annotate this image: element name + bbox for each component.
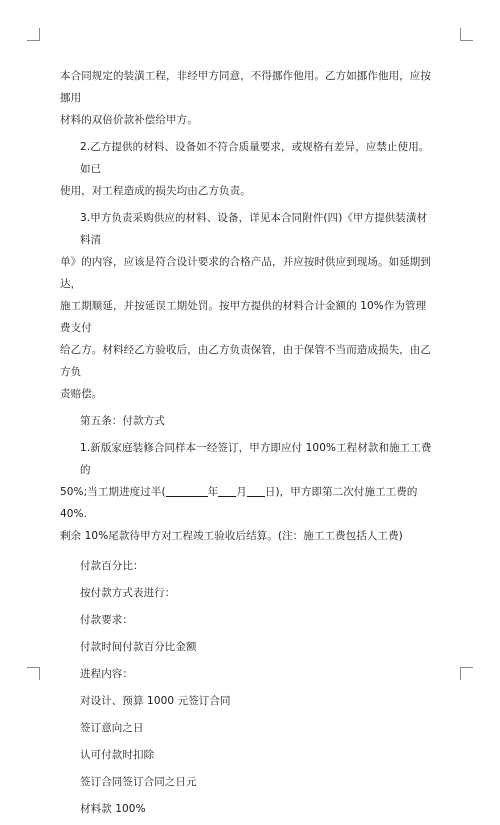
paragraph-line: 3.甲方负责采购供应的材料、设备，详见本合同附件(四)《甲方提供装潢材料清 xyxy=(80,212,428,246)
document-body xyxy=(60,65,434,825)
crop-mark-top-right xyxy=(460,28,473,41)
list-item: 付款要求： xyxy=(80,614,133,626)
crop-mark-bottom-left xyxy=(27,667,40,680)
text-segment: 50%;当工期进度过半( xyxy=(60,486,166,498)
section-heading: 第五条：付款方式 xyxy=(80,415,165,427)
list-item: 进程内容： xyxy=(80,668,133,680)
list-item: 材料款 100% xyxy=(80,803,146,815)
paragraph-line: 责赔偿。 xyxy=(60,388,103,400)
list-item: 付款百分比： xyxy=(80,560,144,572)
paragraph-line: 1.新版家庭装修合同样本一经签订，甲方即应付 100%工程材款和施工工费的 xyxy=(80,442,432,476)
crop-mark-top-left xyxy=(27,28,40,41)
paragraph-line: 材料的双倍价款补偿给甲方。 xyxy=(60,114,198,126)
blank-line-year xyxy=(166,484,208,497)
list-item: 按付款方式表进行： xyxy=(80,587,176,599)
list-item: 签订意向之日 xyxy=(80,722,144,734)
text-segment: 日)，甲方即第二次付施工工费的 40%. xyxy=(60,486,418,520)
blank-line-day xyxy=(247,484,265,497)
paragraph-line-with-blanks xyxy=(60,481,434,525)
paragraph-line: 剩余 10%尾款待甲方对工程竣工验收后结算。(注：施工工费包括人工费) xyxy=(60,530,403,542)
list-item: 签订合同签订合同之日元 xyxy=(80,776,197,788)
list-item: 付款时间付款百分比金额 xyxy=(80,641,197,653)
text-segment: 年 xyxy=(207,486,219,498)
list-item: 对设计、预算 1000 元签订合同 xyxy=(80,695,231,707)
crop-mark-bottom-right xyxy=(460,667,473,680)
paragraph-line: 施工期顺延，并按延误工期处罚。按甲方提供的材料合计金额的 10%作为管理费支付 xyxy=(60,300,427,334)
paragraph-line: 给乙方。材料经乙方验收后，由乙方负责保管，由于保管不当而造成损失，由乙方负 xyxy=(60,344,431,378)
paragraph-line: 使用，对工程造成的损失均由乙方负责。 xyxy=(60,185,251,197)
paragraph-line: 本合同规定的装潢工程，非经甲方同意，不得挪作他用。乙方如挪作他用，应按挪用 xyxy=(60,70,431,104)
paragraph-line: 2.乙方提供的材料、设备如不符合质量要求，或规格有差异，应禁止使用。如已 xyxy=(80,141,430,175)
text-segment: 月 xyxy=(236,486,247,498)
list-item: 认可付款时扣除 xyxy=(80,749,155,761)
blank-line-month xyxy=(218,484,236,497)
paragraph-line: 单》的内容，应该是符合设计要求的合格产品，并应按时供应到现场。如延期到达， xyxy=(60,256,431,290)
